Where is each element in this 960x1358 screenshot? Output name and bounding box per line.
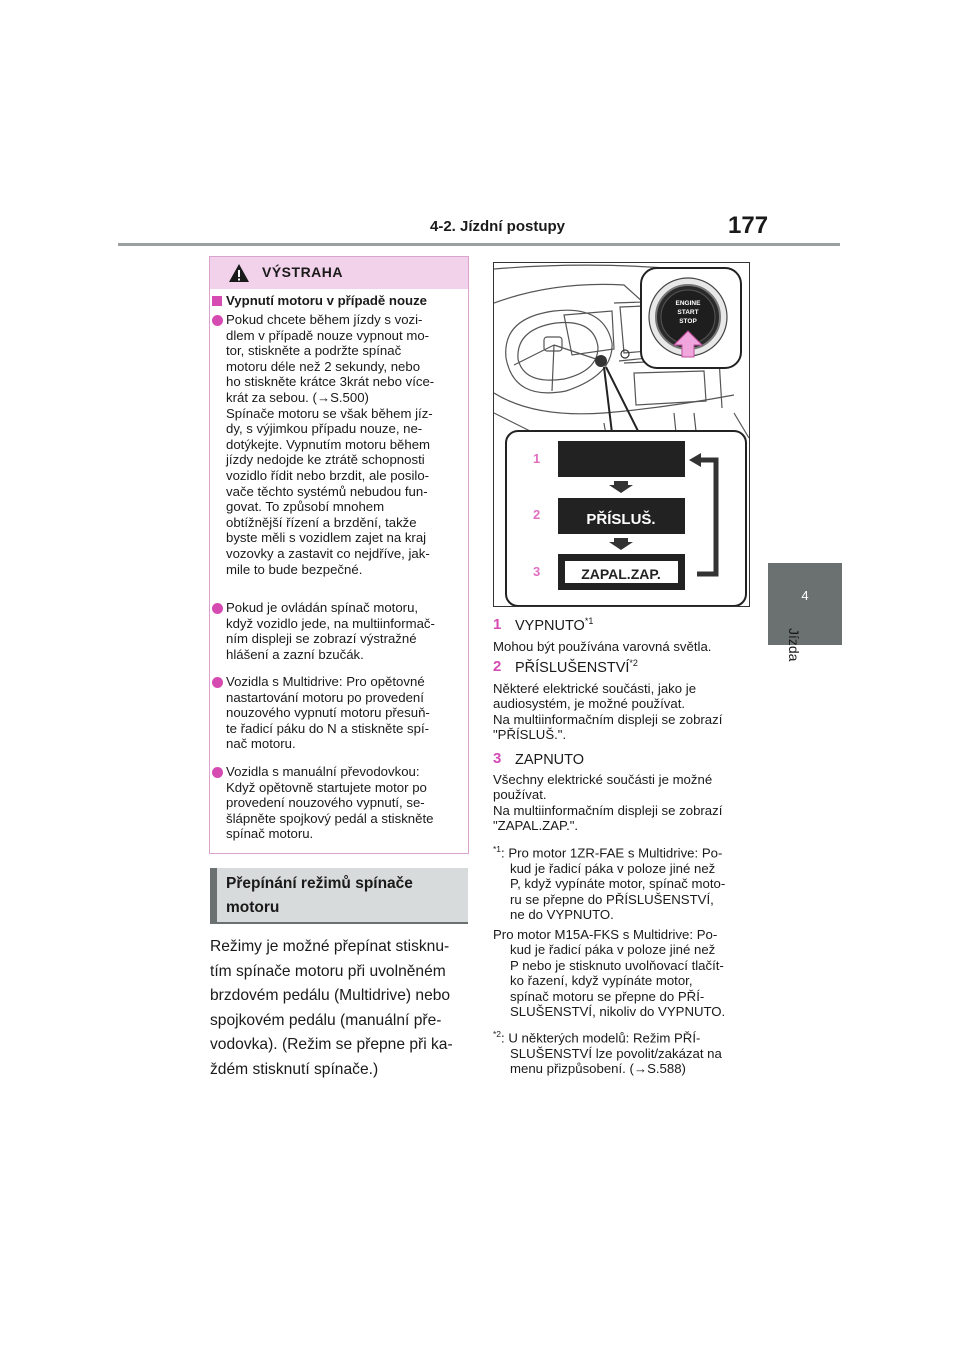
section-heading-rule — [210, 922, 468, 924]
square-bullet-icon — [212, 296, 222, 306]
warning-bullet-3: Vozidla s Multidrive: Pro opětovné nastartování motoru po provedení nouzového vypnutí motoru přesuň- te řadicí páku do N a stiskněte spí- nač motoru. — [226, 674, 430, 752]
mode-name-accessory: PŘÍSLUŠENSTVÍ$^{*2}$ — [515, 658, 638, 676]
display-text-ignition: ZAPAL.ZAP. — [581, 566, 661, 582]
mode-desc-on: Všechny elektrické součásti je možné používat. Na multiinformačním displeji se zobrazí "ZAPAL.ZAP.". — [493, 772, 723, 834]
footnote-1: $^{*1}$: Pro motor 1ZR-FAE s Multidrive: Po- kud je řadicí páka v poloze jiné než P, když vypínáte motor, spínač moto- ru se přepne do PŘÍSLUŠENSTVÍ, ne do VYPNUTO. — [493, 844, 726, 923]
chapter-label-text: Jízda — [786, 628, 802, 662]
mode-name-on: ZAPNUTO — [515, 751, 585, 768]
step-number-2: 2 — [533, 507, 541, 522]
section-heading-box — [210, 868, 468, 922]
footnote-2: $^{*2}$: U některých modelů: Režim PŘÍ- SLUŠENSTVÍ lze povolit/zakázat na menu přizpůsobení. (→S.588) — [493, 1029, 722, 1077]
section-body-text: Režimy je možné přepínat stisknu- tím spínače motoru při uvolněném brzdovém pedálu (Multidrive) nebo spojkovém pedálu (manuální pře- vodovka). (Režim se přepne při ka- ždém stisknutí spínače.) — [210, 938, 453, 1078]
bullet-icon — [212, 315, 223, 326]
chapter-label — [780, 628, 820, 688]
section-title: 4-2. Jízdní postupy — [430, 218, 566, 235]
footnote-1b: Pro motor M15A-FKS s Multidrive: Po- kud je řadicí páka v poloze jiné než P nebo je stisknuto uvolňovací tlačít- ko řazení, když vypínáte motor, spínač motoru se přepne do PŘÍ- SLUŠENSTVÍ, nikoliv do VYPNUTO. — [493, 927, 726, 1020]
step-number-3: 3 — [533, 564, 541, 579]
warning-bullet-4: Vozidla s manuální převodovkou: Když opětovně startujete motor po provedení nouzového vypnutí, se- šlápněte spojkový pedál a stiskněte spínač motoru. — [226, 764, 434, 842]
display-text-accessory: PŘÍSLUŠ. — [586, 511, 656, 528]
mode-number-1: 1 — [493, 616, 502, 633]
warning-bullet-1: Pokud chcete během jízdy s vozi- dlem v případě nouze vypnout mo- tor, stiskněte a podržte spínač motoru déle než 2 sekundy, nebo ho stiskněte krátce 3krát nebo více- krát za sebou. (→S.500) Spínače motoru se však během jíz- dy, s výjimkou případu nouze, ne- dotýkejte. Vypnutím motoru během jízdy nedojde ke ztrátě schopnosti vozidlo řídit nebo brzdit, ale posilo- vače těchto systémů nebudou fun- govat. To způsobí mnohem obtížnější řízení a brzdění, takže byste měli s vozidlem zajet na kraj vozovky a zastavit co nejdříve, jak- mile to bude bezpečné. — [226, 312, 435, 577]
mode-desc-off: Mohou být používána varovná světla. — [493, 639, 712, 654]
chapter-number: 4 — [801, 588, 809, 603]
bullet-icon — [212, 603, 223, 614]
button-label-engine: ENGINE — [675, 300, 701, 307]
warning-title: VÝSTRAHA — [262, 264, 344, 280]
warning-triangle-icon — [228, 263, 250, 283]
button-label-start: START — [677, 309, 699, 316]
bullet-icon — [212, 677, 223, 688]
warning-header — [210, 257, 468, 289]
step-number-1: 1 — [533, 451, 541, 466]
mode-number-2: 2 — [493, 658, 502, 675]
page-number: 177 — [728, 212, 769, 239]
warning-heading: Vypnutí motoru v případě nouze — [226, 293, 427, 308]
button-label-stop: STOP — [679, 318, 697, 325]
section-heading: Přepínání režimů spínače motoru — [226, 875, 413, 916]
mode-desc-accessory: Některé elektrické součásti, jako je audiosystém, je možné používat. Na multiinformačním displeji se zobrazí "PŘÍSLUŠ.". — [493, 681, 723, 743]
dashboard-drawing — [494, 263, 749, 606]
engine-switch-illustration — [493, 262, 750, 607]
mode-number-3: 3 — [493, 750, 502, 767]
warning-box — [209, 256, 469, 854]
warning-bullet-2: Pokud je ovládán spínač motoru, když vozidlo jede, na multiinformač- ním displeji se zobrazí výstražné hlášení a zazní bzučák. — [226, 600, 435, 662]
header-rule — [118, 243, 840, 246]
mode-name-off: VYPNUTO$^{*1}$ — [515, 616, 594, 634]
bullet-icon — [212, 767, 223, 778]
